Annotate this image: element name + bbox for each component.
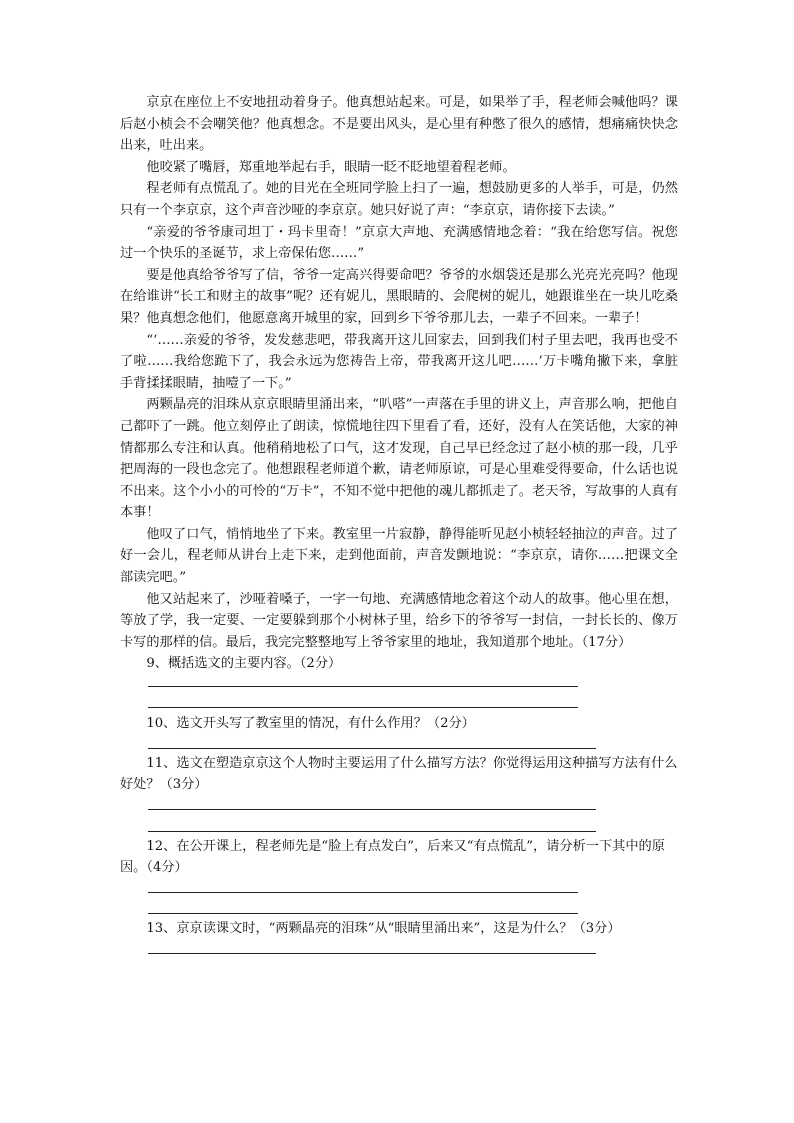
passage-paragraph-6: “‘……亲爱的爷爷，发发慈悲吧，带我离开这儿回家去，回到我们村子里去吧，我再也受不了啦……我给您跪下了，我会永远为您祷告上帝，带我离开这儿吧……’万卡嘴角撇下来，拿脏手背揉揉眼睛，抽噎了一下。” (120, 332, 678, 391)
passage-paragraph-4: “亲爱的爷爷康司坦丁・玛卡里奇！”京京大声地、充满感情地念着：“我在给您写信。祝您过一个快乐的圣诞节，求上帝保佑您……” (120, 224, 678, 262)
passage-paragraph-3: 程老师有点慌乱了。她的目光在全班同学脸上扫了一遍，想鼓励更多的人举手，可是，仍然只有一个李京京，这个声音沙哑的李京京。她只好说了声：“李京京，请你接下去读。” (120, 181, 678, 218)
answer-line-9b[interactable] (148, 707, 578, 708)
exam-page (120, 92, 678, 954)
question-10: 10、选文开头写了教室里的情况，有什么作用？（2分） (146, 716, 475, 732)
passage-paragraph-8: 他叹了口气，悄悄地坐了下来。教室里一片寂静，静得能听见赵小桢轻轻抽泣的声音。过了好一会儿，程老师从讲台上走下来，走到他面前，声音发颤地说：“李京京，请你……把课文全部读完吧。” (120, 526, 678, 586)
answer-line-12b[interactable] (148, 913, 578, 914)
answer-line-13[interactable] (148, 953, 596, 954)
question-13: 13、京京读课文时，“两颗晶亮的泪珠”从“眼睛里涌出来”，这是为什么？（3分） (146, 921, 621, 936)
passage-paragraph-7: 两颗晶亮的泪珠从京京眼睛里涌出来，“叭嗒”一声落在手里的讲义上，声音那么响，把他自己都吓了一跳。他立刻停止了朗读，惊慌地往四下里看了看，还好，没有人在笑话他，大家的神情都那么专注和认真。他稍稍地松了口气，这才发现，自己早已经念过了赵小桢的那一段，几乎把周海的一段也念完了。他想跟程老师道个歉，请老师原谅，可是心里难受得要命，什么话也说不出来。这个小小的可怜的“万卡”，不知不觉中把他的魂儿都抓走了。老天爷，写故事的人真有本事！ (120, 397, 678, 521)
passage-paragraph-9: 他又站起来了，沙哑着嗓子，一字一句地、充满感情地念着这个动人的故事。他心里在想，等放了学，我一定要、一定要躲到那个小树林子里，给乡下的爷爷写一封信，一封长长的、像万卡写的那样的信。最后，我完完整整地写上爷爷家里的地址，我知道那个地址。（17分） (120, 591, 678, 650)
answer-line-12a[interactable] (148, 892, 578, 893)
passage-paragraph-1: 京京在座位上不安地扭动着身子。他真想站起来。可是，如果举了手，程老师会喊他吗？课后赵小桢会不会嘲笑他？他真想念。不是要出风头，是心里有种憋了很久的感情，想痛痛快快念出来，吐出来。 (120, 95, 678, 154)
answer-line-11a[interactable] (148, 809, 596, 810)
answer-line-10[interactable] (148, 748, 596, 749)
answer-line-11b[interactable] (148, 831, 596, 832)
answer-line-9a[interactable] (148, 686, 578, 687)
passage-paragraph-2: 他咬紧了嘴唇，郑重地举起右手，眼睛一眨不眨地望着程老师。 (146, 159, 516, 175)
question-9: 9、概括选文的主要内容。（2分） (146, 656, 342, 672)
passage-paragraph-5: 要是他真给爷爷写了信，爷爷一定高兴得要命吧？爷爷的水烟袋还是那么光亮光亮吗？他现在给谁讲“长工和财主的故事”呢？还有妮儿，黑眼睛的、会爬树的妮儿，她跟谁坐在一块儿吃桑果？他真想念他们，他愿意离开城里的家，回到乡下爷爷那儿去，一辈子不回来。一辈子！ (120, 267, 678, 326)
question-11: 11、选文在塑造京京这个人物时主要运用了什么描写方法？你觉得运用这种描写方法有什么好处？（3分） (120, 755, 678, 793)
question-12: 12、在公开课上，程老师先是“脸上有点发白”，后来又“有点慌乱”，请分析一下其中的原因。（4分） (120, 838, 665, 876)
